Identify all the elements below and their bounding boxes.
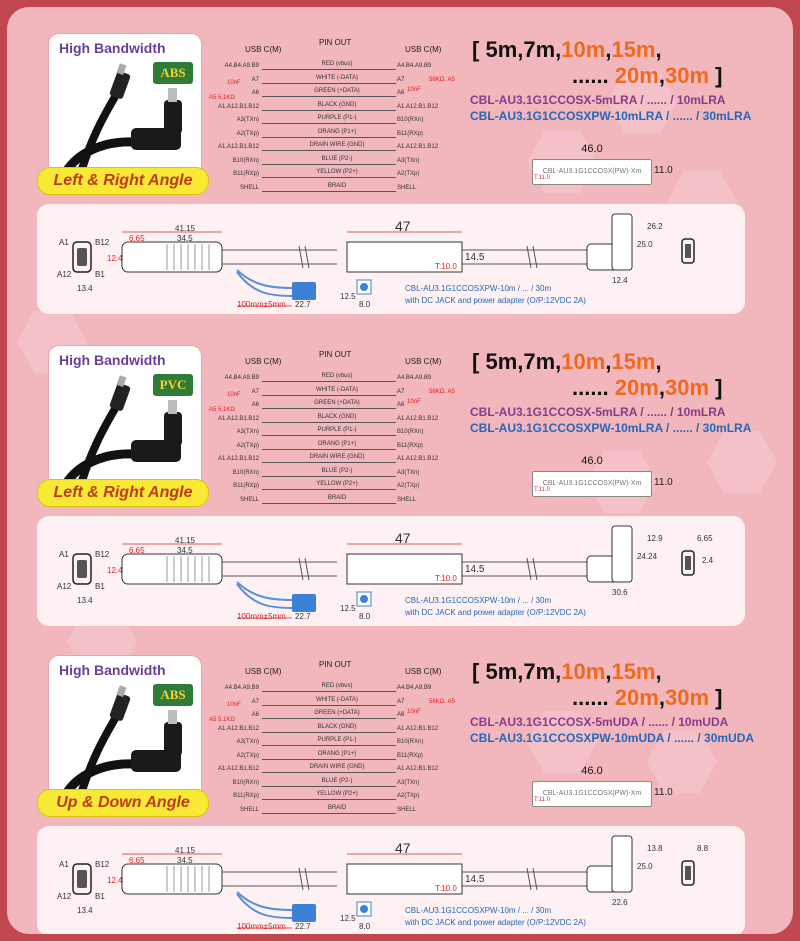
pin-a12: A12 [57,582,72,591]
pinout-row [207,777,467,792]
dim-box-thickness: T:10.0 [435,574,457,583]
dimension-drawing [37,204,745,314]
wire-line [262,150,396,151]
high-bandwidth-title: High Bandwidth [59,40,166,56]
pin-right: A3(TXn) [397,469,420,476]
resistor-right: 56KΩ, A5 [429,77,455,83]
pinout-row [207,696,467,711]
pin-b1: B1 [95,270,105,279]
capacitor-right: 10nF [407,399,421,405]
wire-color: WHITE (-DATA) [307,75,367,81]
pin-right: A1.A12.B1.B12 [397,766,439,772]
wire-color: GREEN (+DATA) [307,88,367,94]
left-header: USB C(M) [245,357,282,366]
pin-b12: B12 [95,860,110,869]
wire-line [262,489,396,490]
dim-jack: 12.5 [340,604,356,613]
wire-color: ORANG (P1+) [307,441,367,447]
wire-line [262,718,396,719]
right-header: USB C(M) [405,667,442,676]
pin-left: B11(RXp) [233,793,259,799]
wire-color: DRAIN WIRE (GND) [307,764,367,770]
wire-line [262,745,396,746]
wire-line [262,449,396,450]
wire-color: BLACK (GND) [307,102,367,108]
wire-color: WHITE (-DATA) [307,697,367,703]
dim-overall: 41.15 [175,846,196,855]
pin-right: B11(RXp) [397,130,423,137]
wire-line [262,69,396,70]
pin-left: A6 [251,712,259,718]
pin-right: SHELL [397,496,417,503]
resistor-right: 56KΩ, A5 [429,389,455,395]
capacitor-left: 10nF [227,702,241,708]
pin-a12: A12 [57,892,72,901]
wire-color: BLUE (P2-) [307,778,367,784]
dim-pigtail: 100mm±5mm [237,612,286,621]
wire-line [262,786,396,787]
pin-left: A1.A12.B1.B12 [217,456,259,462]
wire-line [262,191,396,192]
pinout-row [207,739,467,751]
dim-box-length: 47 [395,218,411,234]
pinout-row [207,685,467,697]
adapter-note: with DC JACK and power adapter (O/P:12VDC 2A) [405,296,586,305]
pin-left: A7 [251,76,259,83]
product-photo-box [49,34,201,180]
pinout-row [207,117,467,129]
wire-color: YELLOW (P2+) [307,791,367,797]
box-thickness: T:11.0 [534,175,550,181]
part-number-2: CBL-AU3.1G1CCOSXPW-10mLRA / ...... / 30mLRA [470,421,752,435]
box-height: 11.0 [654,165,673,176]
pinout-row [207,413,467,428]
dim-end-3: 22.6 [612,898,628,907]
dim-box-thickness: T:10.0 [435,262,457,271]
pin-left: SHELL [239,184,259,191]
angle-label: Up & Down Angle [37,789,209,817]
wire-line [262,395,396,396]
box-height: 11.0 [654,787,673,798]
dim-overall: 41.15 [175,536,196,545]
section-top [7,629,793,824]
pin-left: B10(RXn) [232,779,259,786]
pin-left: A1.A12.B1.B12 [217,415,259,422]
pin-right: B10(RXn) [397,117,424,123]
wire-line [262,408,396,409]
dim-end-2: 25.0 [637,240,653,249]
pin-right: A4.B4.A9.B9 [397,685,432,691]
length-options [472,659,722,711]
wire-line [262,759,396,760]
pin-right: B11(RXp) [397,752,423,759]
pin-right: A1.A12.B1.B12 [397,144,439,150]
pinout-row [207,712,467,724]
section-top [7,7,793,202]
pinout-row [207,494,467,509]
box-width: 46.0 [581,765,603,777]
wire-line [262,732,396,733]
pin-right: A7 [397,388,405,395]
angle-label: Left & Right Angle [37,479,209,507]
part-number-2: CBL-AU3.1G1CCOSXPW-10mLRA / ...... / 30mLRA [470,109,752,123]
pin-right: A2(TXp) [397,171,420,177]
wire-line [262,422,396,423]
dim-pigtail: 100mm±5mm [237,300,286,309]
cable-dimension-svg [37,204,745,314]
wire-color: BLACK (GND) [307,414,367,420]
length-line-1: [ 5m,7m,10m,15m, [472,659,662,684]
cable-photo [61,372,191,487]
box-thickness: T:11.0 [534,797,550,803]
pin-right: SHELL [397,806,417,813]
wire-line [262,83,396,84]
wire-line [262,799,396,800]
box-label: CBL-AU3.1G1CCOSX(PW)-Xm [532,781,652,807]
product-photo-box [49,656,201,802]
section-pvc-lr [7,319,793,629]
pin-right: A6 [397,402,405,408]
pin-left: A6 [251,402,259,408]
pin-left: A3(TXn) [236,117,259,123]
length-line-1: [ 5m,7m,10m,15m, [472,349,662,374]
part-number-1: CBL-AU3.1G1CCOSX-5mLRA / ...... / 10mLRA [470,93,726,107]
dim-pigtail: 100mm±5mm [237,922,286,931]
box-label: CBL-AU3.1G1CCOSX(PW)-Xm [532,471,652,497]
dim-end-3: 12.4 [612,276,628,285]
box-drawing [532,455,673,505]
pinout-diagram [207,347,467,512]
dim-end-4: 8.8 [697,844,709,853]
dim-height: 12.4 [107,876,123,885]
cable-dimension-svg [37,826,745,934]
dim-jack: 12.5 [340,292,356,301]
pinout-row [207,90,467,102]
dim-mold: 34.5 [177,234,193,243]
pinout-row [207,144,467,156]
pin-left: A1.A12.B1.B12 [217,725,259,732]
pinout-row [207,182,467,197]
wire-color: BLUE (P2-) [307,156,367,162]
pinout-title: PIN OUT [319,660,352,669]
pin-left: A2(TXp) [236,130,259,137]
pinout-row [207,750,467,765]
box-drawing [532,143,673,193]
dim-jack-width: 8.0 [359,922,371,931]
dim-plug: 22.7 [295,612,311,621]
dim-jack: 12.5 [340,914,356,923]
box-thickness: T:11.0 [534,487,550,493]
wire-color: YELLOW (P2+) [307,481,367,487]
pin-a1: A1 [59,238,69,247]
section-top [7,319,793,514]
box-drawing [532,765,673,815]
pin-left: B11(RXp) [233,171,259,177]
product-photo-box [49,346,201,492]
pin-right: A1.A12.B1.B12 [397,456,439,462]
resistor-left: A5 5.1KΩ [209,95,235,101]
capacitor-left: 10nF [227,80,241,86]
pinout-row [207,440,467,455]
length-line-2: ...... 20m,30m ] [572,685,723,710]
pinout-diagram [207,35,467,200]
part-number-1: CBL-AU3.1G1CCOSX-5mUDA / ...... / 10mUDA [470,715,729,729]
right-header: USB C(M) [405,45,442,54]
pin-b12: B12 [95,238,110,247]
wire-color: ORANG (P1+) [307,129,367,135]
dim-mold: 34.5 [177,546,193,555]
dim-box-height: 14.5 [465,252,485,263]
pin-right: B10(RXn) [397,739,424,745]
wire-color: PURPLE (P1-) [307,115,367,121]
wire-color: GREEN (+DATA) [307,710,367,716]
pin-left: A3(TXn) [236,429,259,435]
angle-label: Left & Right Angle [37,167,209,195]
pinout-row [207,723,467,738]
wire-line [262,503,396,504]
pin-left: A1.A12.B1.B12 [217,766,259,772]
wire-line [262,123,396,124]
pin-left: A1.A12.B1.B12 [217,103,259,110]
pinout-row [207,74,467,89]
dim-box-height: 14.5 [465,874,485,885]
wire-line [262,476,396,477]
dim-tip: 6.65 [129,546,145,555]
dim-plug: 22.7 [295,922,311,931]
wire-line [262,772,396,773]
dim-end-1: 26.2 [647,222,663,231]
wire-color: PURPLE (P1-) [307,427,367,433]
wire-line [262,813,396,814]
material-badge: PVC [153,374,193,396]
pinout-row [207,793,467,805]
pinout-row [207,766,467,778]
wire-line [262,691,396,692]
wire-color: BRAID [307,805,367,811]
high-bandwidth-title: High Bandwidth [59,662,166,678]
pin-left: A3(TXn) [236,739,259,745]
spec-sheet [7,7,793,934]
pinout-row [207,128,467,143]
dim-plug: 22.7 [295,300,311,309]
length-line-1: [ 5m,7m,10m,15m, [472,37,662,62]
part-number-2: CBL-AU3.1G1CCOSXPW-10mUDA / ...... / 30mUDA [470,731,755,745]
left-header: USB C(M) [245,45,282,54]
pin-b12: B12 [95,550,110,559]
pinout-row [207,155,467,170]
resistor-right: 56KΩ, A5 [429,699,455,705]
pin-right: A3(TXn) [397,157,420,164]
dim-end-width: 13.4 [77,906,93,915]
pin-right: A1.A12.B1.B12 [397,415,439,422]
box-height: 11.0 [654,477,673,488]
capacitor-left: 10nF [227,392,241,398]
wire-color: DRAIN WIRE (GND) [307,454,367,460]
pin-right: B10(RXn) [397,429,424,435]
dim-end-4: 6.65 [697,534,713,543]
pin-right: B11(RXp) [397,442,423,449]
dim-mold: 34.5 [177,856,193,865]
box-width: 46.0 [581,143,603,155]
wire-color: ORANG (P1+) [307,751,367,757]
wire-line [262,177,396,178]
pinout-row [207,456,467,468]
pin-left: B10(RXn) [232,157,259,164]
dim-end-1: 13.8 [647,844,663,853]
wire-line [262,705,396,706]
pin-right: A6 [397,712,405,718]
pinout-row [207,429,467,441]
dim-jack-width: 8.0 [359,300,371,309]
wire-line [262,435,396,436]
pinout-row [207,386,467,401]
pin-right: A4.B4.A9.B9 [397,63,432,69]
dim-end-width: 13.4 [77,596,93,605]
pin-right: A2(TXp) [397,793,420,799]
pin-left: A2(TXp) [236,752,259,759]
cable-dimension-svg [37,516,745,626]
section-abs-ud [7,629,793,934]
pinout-title: PIN OUT [319,350,352,359]
wire-color: BLACK (GND) [307,724,367,730]
wire-color: YELLOW (P2+) [307,169,367,175]
pin-right: A1.A12.B1.B12 [397,103,439,110]
length-options [472,37,722,89]
pin-left: B11(RXp) [233,483,259,489]
pinout-row [207,101,467,116]
wire-color: WHITE (-DATA) [307,387,367,393]
pinout-row [207,375,467,387]
dim-end-1: 12.9 [647,534,663,543]
dim-box-length: 47 [395,840,411,856]
length-line-2: ...... 20m,30m ] [572,63,723,88]
dim-box-height: 14.5 [465,564,485,575]
dim-tip: 6.65 [129,856,145,865]
pinout-row [207,483,467,495]
pinout-row [207,171,467,183]
pinout-row [207,63,467,75]
pin-right: A7 [397,76,405,83]
pin-right: A3(TXn) [397,779,420,786]
wire-color: BLUE (P2-) [307,468,367,474]
dim-overall: 41.15 [175,224,196,233]
dim-jack-width: 8.0 [359,612,371,621]
wire-color: RED (vbus) [307,683,367,689]
dimension-drawing [37,826,745,934]
pinout-title: PIN OUT [319,38,352,47]
wire-line [262,137,396,138]
capacitor-right: 10nF [407,87,421,93]
pin-left: A4.B4.A9.B9 [224,685,259,691]
cable-photo [61,682,191,797]
dim-box-length: 47 [395,530,411,546]
pin-right: SHELL [397,184,417,191]
adapter-part: CBL-AU3.1G1CCOSXPW-10m / ... / 30m [405,906,552,915]
material-badge: ABS [153,62,193,84]
dim-tip: 6.65 [129,234,145,243]
dim-end-2: 24.24 [637,552,658,561]
wire-color: RED (vbus) [307,373,367,379]
adapter-part: CBL-AU3.1G1CCOSXPW-10m / ... / 30m [405,596,552,605]
wire-color: BRAID [307,183,367,189]
dim-height: 12.4 [107,254,123,263]
pin-right: A1.A12.B1.B12 [397,725,439,732]
pin-left: A7 [251,698,259,705]
wire-line [262,462,396,463]
wire-color: PURPLE (P1-) [307,737,367,743]
pinout-row [207,402,467,414]
pin-a1: A1 [59,550,69,559]
pin-b1: B1 [95,582,105,591]
dim-end-3: 30.6 [612,588,628,597]
pin-left: A4.B4.A9.B9 [224,375,259,381]
wire-line [262,96,396,97]
left-header: USB C(M) [245,667,282,676]
wire-line [262,164,396,165]
wire-color: GREEN (+DATA) [307,400,367,406]
capacitor-right: 10nF [407,709,421,715]
pinout-row [207,467,467,482]
pin-left: A4.B4.A9.B9 [224,63,259,69]
length-line-2: ...... 20m,30m ] [572,375,723,400]
pin-left: SHELL [239,806,259,813]
pin-left: B10(RXn) [232,469,259,476]
dim-height: 12.4 [107,566,123,575]
wire-color: RED (vbus) [307,61,367,67]
pin-a12: A12 [57,270,72,279]
material-badge: ABS [153,684,193,706]
adapter-note: with DC JACK and power adapter (O/P:12VDC 2A) [405,918,586,927]
dimension-drawing [37,516,745,626]
section-abs-lr [7,7,793,317]
wire-line [262,381,396,382]
pin-b1: B1 [95,892,105,901]
pinout-row [207,804,467,819]
box-width: 46.0 [581,455,603,467]
length-options [472,349,722,401]
wire-color: BRAID [307,495,367,501]
pin-right: A7 [397,698,405,705]
dim-end-5: 2.4 [702,556,714,565]
pin-left: SHELL [239,496,259,503]
resistor-left: A5 5.1KΩ [209,407,235,413]
adapter-note: with DC JACK and power adapter (O/P:12VDC 2A) [405,608,586,617]
cable-photo [61,60,191,175]
dim-end-2: 25.0 [637,862,653,871]
pin-left: A7 [251,388,259,395]
box-label: CBL-AU3.1G1CCOSX(PW)-Xm [532,159,652,185]
dim-end-width: 13.4 [77,284,93,293]
pin-right: A6 [397,90,405,96]
resistor-left: A5 5.1KΩ [209,717,235,723]
pin-left: A6 [251,90,259,96]
part-number-1: CBL-AU3.1G1CCOSX-5mLRA / ...... / 10mLRA [470,405,726,419]
pin-a1: A1 [59,860,69,869]
pin-right: A2(TXp) [397,483,420,489]
wire-line [262,110,396,111]
wire-color: DRAIN WIRE (GND) [307,142,367,148]
high-bandwidth-title: High Bandwidth [59,352,166,368]
dim-box-thickness: T:10.0 [435,884,457,893]
right-header: USB C(M) [405,357,442,366]
pin-left: A1.A12.B1.B12 [217,144,259,150]
pin-right: A4.B4.A9.B9 [397,375,432,381]
pin-left: A2(TXp) [236,442,259,449]
pinout-diagram [207,657,467,822]
adapter-part: CBL-AU3.1G1CCOSXPW-10m / ... / 30m [405,284,552,293]
